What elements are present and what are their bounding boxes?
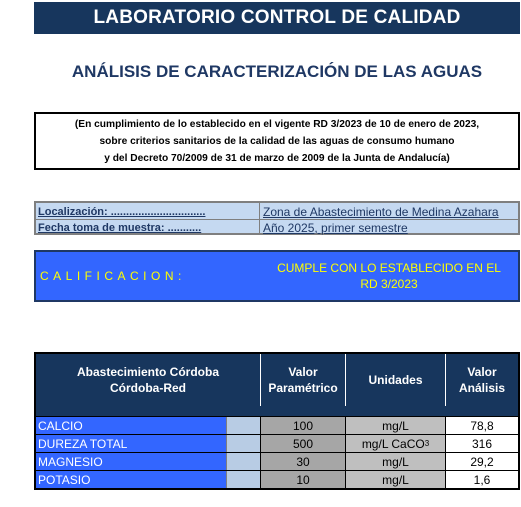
compliance-line-2: sobre criterios sanitarios de la calidad de las aguas de consumo humano: [99, 135, 455, 147]
report-subtitle: ANÁLISIS DE CARACTERIZACIÓN DE LAS AGUAS: [71, 62, 483, 81]
sample-date-label: Fecha toma de muestra: ...........: [38, 221, 202, 234]
supply-header-line-2: Córdoba-Red: [110, 381, 186, 395]
qualification-value-line-1: CUMPLE CON LO ESTABLECIDO EN EL: [277, 261, 501, 275]
results-table: [34, 352, 520, 490]
qualification-box: [34, 250, 520, 302]
sample-date-row: [36, 220, 518, 235]
table-row: [36, 434, 518, 452]
analysis-value: 29,2: [446, 453, 518, 470]
parametric-value: 10: [261, 471, 346, 488]
location-label: Localización: ...............................: [38, 205, 206, 218]
param-header-line-2: Paramétrico: [268, 381, 338, 395]
supply-column-header: [36, 354, 261, 406]
parameter-name: POTASIO: [36, 471, 226, 488]
qualification-value: [260, 252, 518, 300]
location-row: [36, 204, 518, 219]
blank-cell: [226, 471, 261, 488]
compliance-line-1: (En cumplimiento de lo establecido en el vigente RD 3/2023 de 10 de enero de 2023,: [74, 118, 480, 130]
analysis-value-column-header: [446, 354, 518, 406]
lab-title: LABORATORIO CONTROL DE CALIDAD: [93, 7, 461, 28]
parametric-value-column-header: [261, 354, 346, 406]
analysis-value: 316: [446, 435, 518, 452]
units-column-header: Unidades: [346, 354, 446, 406]
parameter-name: DUREZA TOTAL: [36, 435, 226, 452]
parametric-value: 500: [261, 435, 346, 452]
location-value[interactable]: Zona de Abastecimiento de Medina Azahara: [263, 204, 499, 219]
table-row: [36, 452, 518, 470]
blank-cell: [226, 417, 261, 434]
parametric-value: 30: [261, 453, 346, 470]
lab-title-bar: [34, 2, 520, 34]
results-table-header: [36, 354, 518, 406]
unit: mg/L: [346, 471, 446, 488]
unit: mg/L: [346, 453, 446, 470]
results-header-spacer: [36, 406, 518, 416]
parametric-value: 100: [261, 417, 346, 434]
compliance-line-3: y del Decreto 70/2009 de 31 de marzo de 2009 de la Junta de Andalucía): [104, 152, 450, 164]
sample-info-box: [34, 201, 520, 235]
analysis-value: 78,8: [446, 417, 518, 434]
value-header-line-2: Análisis: [458, 381, 506, 395]
analysis-value: 1,6: [446, 471, 518, 488]
qualification-value-line-2: RD 3/2023: [360, 277, 418, 291]
parameter-name: CALCIO: [36, 417, 226, 434]
qualification-label: CALIFICACION:: [40, 269, 186, 283]
unit: mg/L: [346, 417, 446, 434]
table-row: [36, 470, 518, 488]
parameter-name: MAGNESIO: [36, 453, 226, 470]
param-header-line-1: Valor: [288, 365, 318, 379]
compliance-note-box: [34, 112, 520, 170]
supply-header-line-1: Abastecimiento Córdoba: [76, 365, 220, 379]
value-header-line-1: Valor: [467, 365, 497, 379]
blank-cell: [226, 453, 261, 470]
sample-date-value[interactable]: Año 2025, primer semestre: [263, 220, 408, 235]
table-row: [36, 416, 518, 434]
unit: mg/L CaCO 3: [346, 435, 446, 452]
blank-cell: [226, 435, 261, 452]
